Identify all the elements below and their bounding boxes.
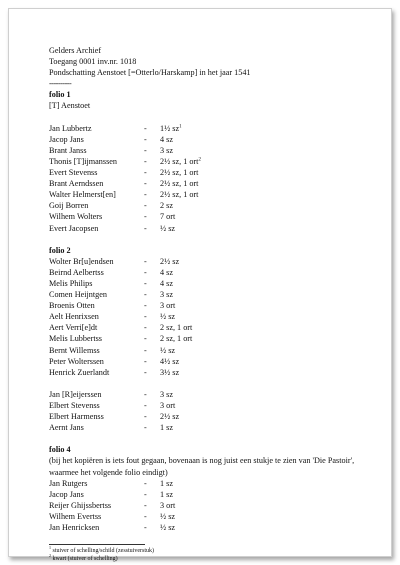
entry-name: Peter Wolterssen	[49, 356, 104, 366]
list-item	[49, 356, 379, 367]
list-item	[49, 156, 379, 167]
entry-value: ½ sz	[160, 223, 176, 233]
folio-1-place: [T] Aenstoet	[49, 101, 91, 111]
entry-value: 4½ sz	[160, 356, 180, 366]
entry-dash: -	[144, 212, 147, 222]
entry-dash: -	[144, 168, 147, 178]
list-item	[49, 267, 379, 278]
entry-name: Jacop Jans	[49, 489, 84, 499]
entry-dash: -	[144, 179, 147, 189]
list-item	[49, 478, 379, 489]
list-item	[49, 178, 379, 189]
list-item	[49, 500, 379, 511]
entry-dash: -	[144, 123, 147, 133]
footnote-marker: 2	[198, 157, 201, 163]
entry-dash: -	[144, 278, 147, 288]
entry-value: 3 sz	[160, 290, 173, 300]
entry-value: ½ sz	[160, 345, 176, 355]
list-item	[49, 333, 379, 344]
entry-value: 2½ sz	[160, 412, 180, 422]
entry-dash: -	[144, 301, 147, 311]
entry-value: 3 ort	[160, 401, 176, 410]
entry-value: 1 sz	[160, 423, 173, 433]
entry-dash: -	[144, 367, 147, 377]
entry-dash: -	[144, 145, 147, 155]
entry-value: 2½ sz, 1 ort	[160, 179, 199, 189]
list-item	[49, 134, 379, 145]
entry-name: Aelt Henrixsen	[49, 312, 99, 322]
entry-value: 4 sz	[160, 134, 173, 144]
document-content	[49, 45, 379, 563]
entry-value: ½ sz	[160, 523, 176, 533]
footnotes	[49, 547, 379, 563]
entry-dash: -	[144, 334, 147, 344]
entry-name: Wilhem Evertss	[49, 511, 102, 521]
list-item	[49, 367, 379, 378]
entry-value: 3 ort	[160, 500, 176, 510]
entry-name: Elbert Stevenss	[49, 401, 100, 410]
entry-dash: -	[144, 478, 147, 488]
list-item	[49, 211, 379, 222]
entry-value: 3 sz	[160, 145, 173, 155]
list-item	[49, 200, 379, 211]
entry-dash: -	[144, 256, 147, 266]
entry-name: Bernt Willemss	[49, 345, 100, 355]
entry-value: 1 sz	[160, 478, 173, 488]
folio-4-heading: folio 4	[49, 445, 71, 455]
list-item	[49, 256, 379, 267]
entry-value: 4 sz	[160, 278, 173, 288]
entry-value: 2 sz, 1 ort	[160, 334, 193, 344]
entry-name: Beirnd Aelbertss	[49, 267, 104, 277]
entry-dash: -	[144, 345, 147, 355]
footnote-divider	[49, 544, 145, 545]
entry-name: Jan Lubbertz	[49, 123, 92, 133]
entry-value: ½ sz	[160, 511, 176, 521]
list-item	[49, 422, 379, 433]
entry-name: Comen Heijntgen	[49, 290, 107, 300]
entry-name: Broenis Otten	[49, 301, 95, 311]
folio-4-note: (bij het kopiëren is iets fout gegaan, bovenaan is nog juist een stukje te zien van 'Die Pastoir', waarmee het volgende folio eindigt)	[49, 456, 355, 477]
footnote: $^1$ stuiver of schelling/schild (zesstuiverstuk)	[49, 545, 154, 555]
entry-value: 2½ sz, 1 ort	[160, 190, 199, 200]
entry-name: Wolter Br[u]endsen	[49, 256, 114, 266]
entry-value: 2½ sz	[160, 256, 180, 266]
entry-dash: -	[144, 201, 147, 211]
entry-name: Jan Henricksen	[49, 523, 100, 533]
entry-name: Aert Verri[e]dt	[49, 323, 98, 333]
list-item	[49, 522, 379, 533]
entry-name: Jacop Jans	[49, 134, 84, 144]
entry-name: Brant Janss	[49, 145, 87, 155]
entry-name: Evert Jacopsen	[49, 223, 99, 233]
entry-dash: -	[144, 401, 147, 410]
list-item	[49, 311, 379, 322]
footnote: $^2$ kwart (stuiver of schelling)	[49, 553, 118, 563]
entry-dash: -	[144, 511, 147, 521]
list-item	[49, 400, 379, 411]
entry-dash: -	[144, 223, 147, 233]
entry-name: Thonis [T]ijmanssen	[49, 156, 117, 166]
entry-value: 4 sz	[160, 267, 173, 277]
entry-value: 3 sz	[160, 389, 173, 399]
list-item	[49, 300, 379, 311]
list-item	[49, 411, 379, 422]
entry-dash: -	[144, 356, 147, 366]
entry-name: Walter Helmerst[en]	[49, 190, 116, 200]
list-item	[49, 322, 379, 333]
entry-dash: -	[144, 323, 147, 333]
list-item	[49, 189, 379, 200]
entry-dash: -	[144, 190, 147, 200]
folio-2-heading: folio 2	[49, 245, 71, 255]
entry-dash: -	[144, 156, 147, 166]
entry-dash: -	[144, 412, 147, 422]
entry-name: Henrick Zuerlandt	[49, 367, 110, 377]
entry-value: 2 sz	[160, 201, 173, 211]
entry-name: Jan [R]eijerssen	[49, 389, 102, 399]
entry-value: 3 ort	[160, 301, 176, 311]
entry-dash: -	[144, 134, 147, 144]
entry-dash: -	[144, 312, 147, 322]
footnote-marker: 1	[179, 123, 182, 129]
folio-1-heading: folio 1	[49, 90, 71, 100]
list-item	[49, 389, 379, 400]
list-item	[49, 223, 379, 234]
folio-2-entries-continued	[49, 389, 379, 433]
entry-dash: -	[144, 267, 147, 277]
entry-dash: -	[144, 500, 147, 510]
inventory-number: Toegang 0001 inv.nr. 1018	[49, 57, 137, 67]
entry-value: 1 sz	[160, 489, 173, 499]
entry-value: 2 sz, 1 ort	[160, 323, 193, 333]
entry-dash: -	[144, 423, 147, 433]
archive-name: Gelders Archief	[49, 46, 102, 55]
entry-name: Reijer Ghijssbertss	[49, 500, 112, 510]
entry-dash: -	[144, 389, 147, 399]
entry-name: Jan Rutgers	[49, 478, 88, 488]
folio-2-entries	[49, 256, 379, 378]
list-item	[49, 278, 379, 289]
entry-name: Melis Lubbertss	[49, 334, 102, 344]
list-item	[49, 289, 379, 300]
entry-name: Wilhem Wolters	[49, 212, 103, 222]
entry-dash: -	[144, 523, 147, 533]
header-rule: ----------	[49, 79, 72, 89]
entry-value: 1½ $sz^1$	[160, 123, 182, 133]
folio-1-entries	[49, 123, 379, 234]
entry-dash: -	[144, 489, 147, 499]
entry-name: Aernt Jans	[49, 423, 84, 433]
entry-dash: -	[144, 290, 147, 300]
entry-value: 2½ sz, 1 ort	[160, 168, 199, 178]
entry-value: ½ sz	[160, 312, 176, 322]
entry-value: 3½ sz	[160, 367, 180, 377]
entry-name: Evert Stevenss	[49, 168, 98, 178]
entry-name: Elbert Harmenss	[49, 412, 104, 422]
folio-4-entries	[49, 478, 379, 533]
entry-name: Melis Philips	[49, 278, 93, 288]
list-item	[49, 167, 379, 178]
entry-name: Goij Borren	[49, 201, 89, 211]
document-title: Pondschatting Aenstoet [=Otterlo/Harskamp] in het jaar 1541	[49, 68, 251, 78]
list-item	[49, 345, 379, 356]
list-item	[49, 489, 379, 500]
entry-value: 7 ort	[160, 212, 176, 222]
list-item	[49, 511, 379, 522]
list-item	[49, 145, 379, 156]
entry-value: 2½ sz, 1 ort$^2$	[160, 156, 201, 166]
list-item	[49, 123, 379, 134]
entry-name: Brant Aerndssen	[49, 179, 104, 189]
